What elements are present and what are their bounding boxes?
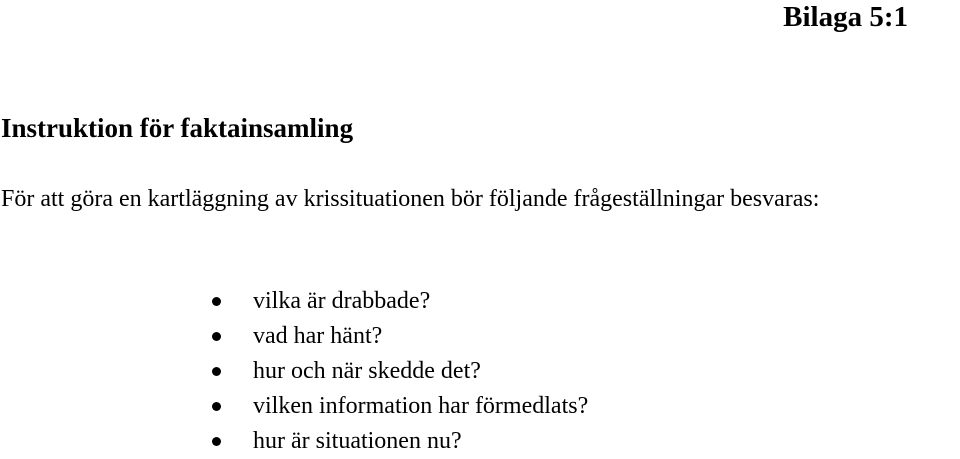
question-text: vilka är drabbade?: [253, 288, 431, 314]
intro-paragraph: För att göra en kartläggning av krissituationen bör följande frågeställningar besvaras:: [1, 186, 820, 212]
bullet-icon: [212, 297, 221, 306]
bullet-icon: [212, 332, 221, 341]
question-text: hur är situationen nu?: [253, 428, 462, 454]
bullet-icon: [212, 402, 221, 411]
document-title: Instruktion för faktainsamling: [1, 113, 354, 143]
bullet-icon: [212, 437, 221, 446]
appendix-label: Bilaga 5:1: [783, 1, 908, 33]
question-text: vilken information har förmedlats?: [253, 393, 589, 419]
bullet-icon: [212, 367, 221, 376]
question-text: hur och när skedde det?: [253, 358, 481, 384]
question-text: vad har hänt?: [253, 323, 383, 349]
